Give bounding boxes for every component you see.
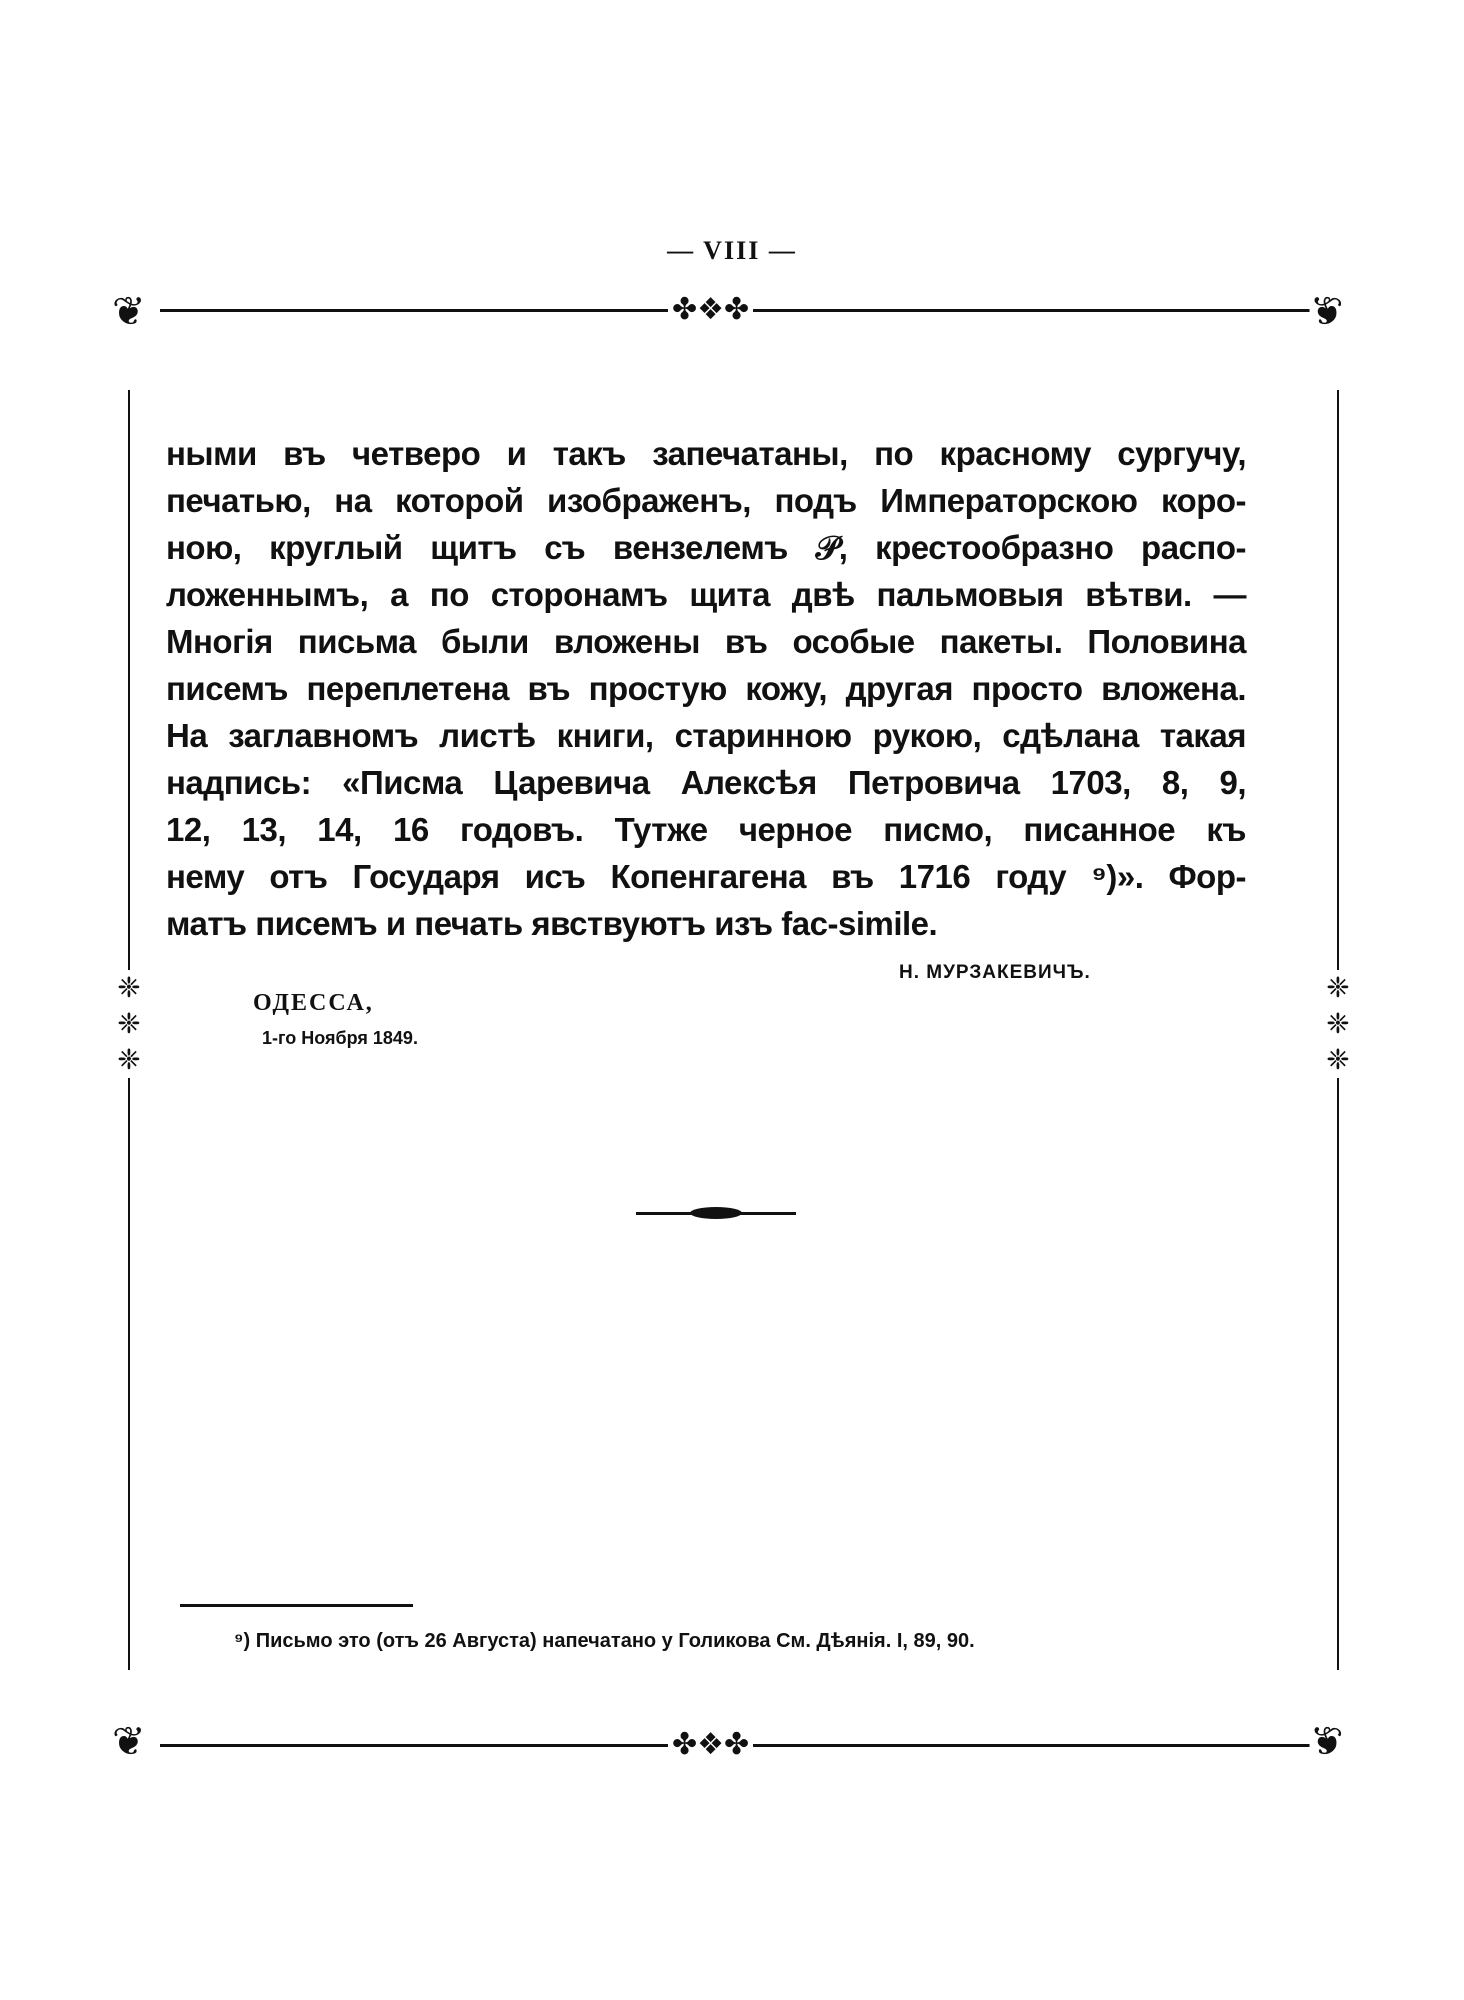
side-ornament-icon: ❈ xyxy=(117,1043,141,1076)
body-paragraph xyxy=(166,430,1246,947)
author-signature: Н. МУРЗАКЕВИЧЪ. xyxy=(899,962,1091,983)
side-ornament-icon: ❈ xyxy=(117,971,141,1004)
text-line: нему отъ Государя исъ Копенгагена въ 1716 году ⁹)». Фор- xyxy=(166,858,1246,895)
text-line: ными въ четверо и такъ запечатаны, по красному сургучу, xyxy=(166,435,1246,472)
place-name: ОДЕССА, xyxy=(253,990,374,1016)
center-ornament-icon: ✤❖✤ xyxy=(668,295,753,325)
text-line: надпись: «Писма Царевича Алексѣя Петровича 1703, 8, 9, xyxy=(166,764,1246,801)
footnote: ⁹) Письмо это (отъ 26 Августа) напечатано у Голикова См. Дѣянія. I, 89, 90. xyxy=(234,1630,975,1652)
text-line: печатью, на которой изображенъ, подъ Императорскою коро- xyxy=(166,482,1246,519)
side-ornament-icon xyxy=(1325,970,1351,1078)
corner-ornament-icon: ❦ xyxy=(112,289,146,335)
text-line: На заглавномъ листѣ книги, старинною рукою, сдѣлана такая xyxy=(166,717,1246,754)
footnote-rule xyxy=(180,1604,413,1607)
text-line: матъ писемъ и печать явствуютъ изъ fac-simile. xyxy=(166,905,938,942)
side-ornament-icon xyxy=(116,970,142,1078)
center-ornament-icon: ✤❖✤ xyxy=(668,1730,753,1760)
date-line: 1-го Ноября 1849. xyxy=(262,1028,418,1048)
text-line: ною, круглый щитъ съ вензелемъ 𝒫, крестообразно распо- xyxy=(166,529,1246,566)
side-ornament-icon: ❈ xyxy=(1326,1043,1350,1076)
text-line: писемъ переплетена въ простую кожу, другая просто вложена. xyxy=(166,670,1246,707)
text-line: 12, 13, 14, 16 годовъ. Тутже черное писмо, писанное къ xyxy=(166,811,1246,848)
text-line: ложеннымъ, а по сторонамъ щита двѣ пальмовыя вѣтви. — xyxy=(166,576,1246,613)
corner-ornament-icon: ❦ xyxy=(1310,1719,1344,1765)
end-ornament-icon xyxy=(690,1207,742,1219)
text-line: Многія письма были вложены въ особые пакеты. Половина xyxy=(166,623,1246,660)
corner-ornament-icon: ❦ xyxy=(112,1719,146,1765)
side-ornament-icon: ❈ xyxy=(117,1007,141,1040)
side-ornament-icon: ❈ xyxy=(1326,1007,1350,1040)
side-ornament-icon: ❈ xyxy=(1326,971,1350,1004)
corner-ornament-icon: ❦ xyxy=(1310,289,1344,335)
page-number: — VIII — xyxy=(667,236,797,265)
